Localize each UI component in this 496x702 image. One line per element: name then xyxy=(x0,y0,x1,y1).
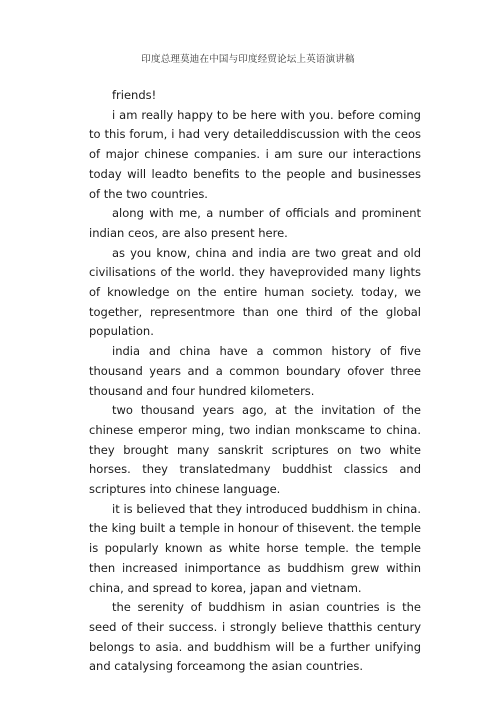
paragraph-6: two thousand years ago, at the invitation of the chinese emperor ming, two indian monkscame to china. they brought many sanskrit scriptures on two white horses. they translatedmany buddhist classics and scriptures into chinese language. xyxy=(89,403,421,497)
speech-body xyxy=(89,86,421,677)
paragraph-4: as you know, china and india are two great and old civilisations of the world. they haveprovided many lights of knowledge on the entire human society. today, we together, representmore than one third of the global population. xyxy=(89,245,421,339)
paragraph-7: it is believed that they introduced buddhism in china. the king built a temple in honour of thisevent. the temple is popularly known as white horse temple. the temple then increased inimportance as buddhism grew within china, and spread to korea, japan and vietnam. xyxy=(89,501,421,595)
paragraph-2: i am really happy to be here with you. before coming to this forum, i had very detaileddiscussion with the ceos of major chinese companies. i am sure our interactions today will leadto benefits to the people and businesses of the two countries. xyxy=(89,107,421,201)
paragraph-3: along with me, a number of officials and prominent indian ceos, are also present here. xyxy=(89,206,421,240)
page-header-title: 印度总理莫迪在中国与印度经贸论坛上英语演讲稿 xyxy=(141,54,355,65)
paragraph-5: india and china have a common history of five thousand years and a common boundary ofover three thousand and four hundred kilometers. xyxy=(89,344,421,398)
paragraph-greeting: friends! xyxy=(112,88,157,102)
paragraph-8: the serenity of buddhism in asian countries is the seed of their success. i strongly believe thatthis century belongs to asia. and buddhism will be a further unifying and catalysing forceamong the asian countries. xyxy=(89,600,421,674)
